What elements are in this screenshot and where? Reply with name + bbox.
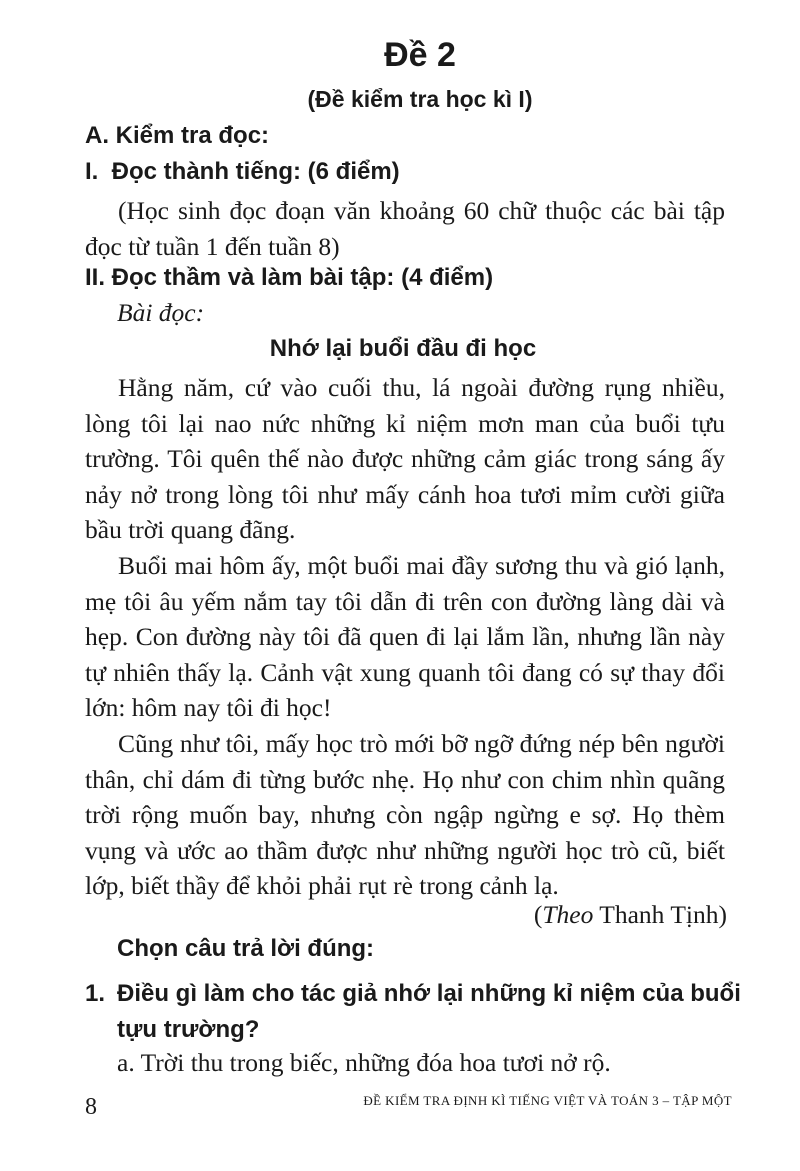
section-1-heading: I. Đọc thành tiếng: (6 điểm): [85, 158, 400, 185]
section-1-note: (Học sinh đọc đoạn văn khoảng 60 chữ thuộc các bài tập đọc từ tuần 1 đến tuần 8): [85, 196, 725, 261]
question-1-option-a: a. Trời thu trong biếc, những đóa hoa tươi nở rộ.: [117, 1048, 611, 1077]
question-1-number: 1.: [85, 980, 106, 1007]
footer-book-title: ĐỀ KIỂM TRA ĐỊNH KÌ TIẾNG VIỆT VÀ TOÁN 3 – TẬP MỘT: [363, 1093, 732, 1108]
page-subtitle: (Đề kiểm tra học kì I): [307, 86, 533, 112]
section-a-heading: A. Kiểm tra đọc:: [85, 122, 270, 149]
reading-source: (Theo Thanh Tịnh): [533, 900, 727, 929]
section-2-heading: II. Đọc thầm và làm bài tập: (4 điểm): [85, 264, 494, 291]
page-title: Đề 2: [384, 36, 456, 74]
source-prefix: Theo: [542, 900, 594, 929]
page-number: 8: [85, 1094, 97, 1120]
reading-paragraph-1: Hằng năm, cứ vào cuối thu, lá ngoài đường rụng nhiều, lòng tôi lại nao nức những kỉ niệm mơn man của buổi tựu trường. Tôi quên thế nào được những cảm giác trong sáng ấy nảy nở trong lòng tôi như mấy cánh hoa tươi mỉm cười giữa bầu trời quang đãng.: [85, 373, 725, 545]
reading-paragraph-3: Cũng như tôi, mấy học trò mới bỡ ngỡ đứng nép bên người thân, chỉ dám đi từng bước nhẹ. Họ như con chim nhìn quãng trời rộng muốn bay, nhưng còn ngập ngừng e sợ. Họ thèm vụng và ước ao thầm được như những người học trò cũ, biết lớp, biết thầy để khỏi phải rụt rè trong cảnh lạ.: [85, 729, 725, 901]
reading-paragraph-2: Buổi mai hôm ấy, một buổi mai đầy sương thu và gió lạnh, mẹ tôi âu yếm nắm tay tôi dẫn đi trên con đường làng dài và hẹp. Con đường này tôi đã quen đi lại lắm lần, nhưng lần này tự nhiên thấy lạ. Cảnh vật xung quanh tôi đang có sự thay đổi lớn: hôm nay tôi đi học!: [85, 551, 725, 723]
reading-label: Bài đọc:: [117, 298, 205, 327]
question-instruction: Chọn câu trả lời đúng:: [117, 935, 375, 962]
reading-title: Nhớ lại buổi đầu đi học: [269, 335, 537, 362]
source-author: Thanh Tịnh): [593, 900, 727, 929]
question-1-text: Điều gì làm cho tác giả nhớ lại những kỉ niệm của buổi tựu trường?: [117, 980, 741, 1043]
